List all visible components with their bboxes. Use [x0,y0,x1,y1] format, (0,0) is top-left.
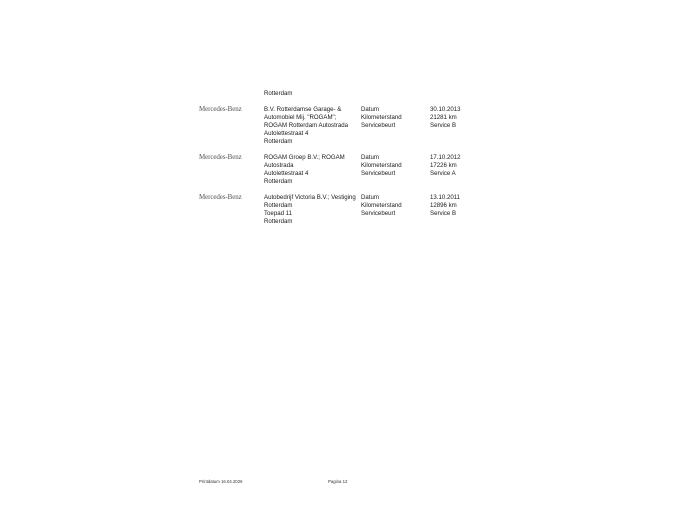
service-value: Service B [430,122,457,129]
dealer-address-line: Autolettestraat 4 [264,170,309,177]
mileage-value: 12896 km [430,202,457,209]
service-value: Service B [430,210,457,217]
page-number: Pagina 12 [328,479,348,484]
mileage-value: 21281 km [430,114,457,121]
dealer-address-line: Rotterdam [264,218,293,225]
mileage-label: Kilometerstand [361,162,402,169]
service-value: Service A [430,170,456,177]
date-value: 17.10.2012 [430,154,461,161]
date-value: 13.10.2011 [430,194,461,201]
date-label: Datum [361,154,379,161]
date-value: 30.10.2013 [430,106,461,113]
dealer-address-line: ROGAM Groep B.V.; ROGAM [264,154,345,161]
mileage-value: 17226 km [430,162,457,169]
dealer-address-line: B.V. Rotterdamse Garage- & [264,106,342,113]
continuation-address-line: Rotterdam [264,90,293,97]
date-label: Datum [361,106,379,113]
date-label: Datum [361,194,379,201]
dealer-address-line: Autobedrijf Victoria B.V.; Vestiging [264,194,356,201]
dealer-address-line: Rotterdam [264,138,293,145]
service-label: Servicebeurt [361,122,396,129]
dealer-address-line: Autolettestraat 4 [264,130,309,137]
dealer-address-line: Automobiel Mij. "ROGAM"; [264,114,337,121]
print-date: Printdatum 16.04.2026 [199,479,243,484]
dealer-address-line: Autostrada [264,162,294,169]
brand-logo-text: Mercedes-Benz [199,193,242,201]
brand-logo-text: Mercedes-Benz [199,153,242,161]
service-label: Servicebeurt [361,210,396,217]
dealer-address-line: ROGAM Rotterdam Autostrada [264,122,348,129]
brand-logo-text: Mercedes-Benz [199,105,242,113]
dealer-address-line: Rotterdam [264,178,293,185]
service-label: Servicebeurt [361,170,396,177]
mileage-label: Kilometerstand [361,202,402,209]
dealer-address-line: Toepad 11 [264,210,293,217]
mileage-label: Kilometerstand [361,114,402,121]
dealer-address-line: Rotterdam [264,202,293,209]
